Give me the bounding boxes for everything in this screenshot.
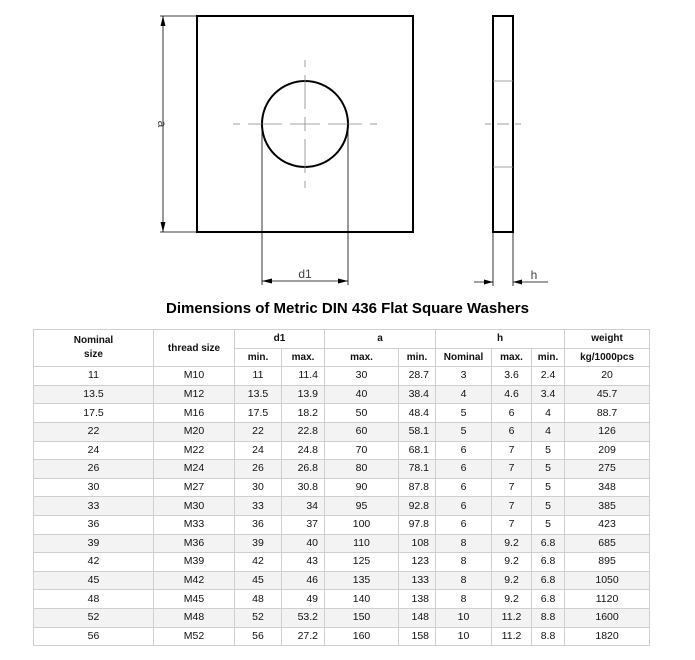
cell-d1-min: 45: [235, 571, 282, 590]
cell-h-min: 4: [532, 404, 565, 423]
cell-h-max: 9.2: [492, 553, 532, 572]
cell-d1-min: 36: [235, 515, 282, 534]
cell-d1-min: 30: [235, 478, 282, 497]
cell-h-min: 4: [532, 422, 565, 441]
dimension-d1-label: d1: [298, 267, 312, 281]
cell-d1-min: 48: [235, 590, 282, 609]
cell-a-max: 80: [325, 460, 399, 479]
cell-a-max: 135: [325, 571, 399, 590]
cell-nominal-size: 13.5: [34, 385, 154, 404]
cell-a-min: 38.4: [399, 385, 436, 404]
page-title: Dimensions of Metric DIN 436 Flat Square Washers: [166, 300, 529, 317]
cell-h-min: 5: [532, 515, 565, 534]
cell-a-max: 140: [325, 590, 399, 609]
cell-nominal-size: 11: [34, 367, 154, 386]
cell-d1-min: 52: [235, 608, 282, 627]
table-row: [34, 422, 650, 441]
cell-h-min: 5: [532, 441, 565, 460]
cell-d1-max: 43: [282, 553, 325, 572]
cell-h-min: 6.8: [532, 534, 565, 553]
cell-h-min: 8.8: [532, 608, 565, 627]
cell-a-min: 58.1: [399, 422, 436, 441]
cell-a-min: 87.8: [399, 478, 436, 497]
cell-d1-max: 53.2: [282, 608, 325, 627]
dimensions-table: [33, 329, 650, 646]
cell-h-max: 9.2: [492, 534, 532, 553]
header-h: h: [436, 330, 565, 349]
cell-a-min: 148: [399, 608, 436, 627]
cell-d1-min: 33: [235, 497, 282, 516]
cell-thread-size: M52: [154, 627, 235, 646]
cell-h-min: 5: [532, 478, 565, 497]
cell-a-max: 110: [325, 534, 399, 553]
cell-nominal-size: 45: [34, 571, 154, 590]
cell-h-min: 8.8: [532, 627, 565, 646]
cell-d1-max: 34: [282, 497, 325, 516]
cell-a-max: 160: [325, 627, 399, 646]
cell-d1-max: 49: [282, 590, 325, 609]
header-nominal-size: [34, 330, 154, 367]
cell-thread-size: M20: [154, 422, 235, 441]
header-d1-max: max.: [282, 348, 325, 367]
header-a-max: max.: [325, 348, 399, 367]
cell-h-nominal: 8: [436, 571, 492, 590]
cell-h-max: 9.2: [492, 571, 532, 590]
cell-h-nominal: 5: [436, 404, 492, 423]
cell-h-min: 5: [532, 497, 565, 516]
cell-a-max: 95: [325, 497, 399, 516]
cell-h-max: 6: [492, 404, 532, 423]
header-d1: d1: [235, 330, 325, 349]
header-weight: weight: [565, 330, 650, 349]
washer-technical-drawing: [0, 0, 695, 295]
header-a-min: min.: [399, 348, 436, 367]
cell-weight: 45.7: [565, 385, 650, 404]
cell-thread-size: M24: [154, 460, 235, 479]
table-row: [34, 590, 650, 609]
cell-a-min: 92.8: [399, 497, 436, 516]
cell-d1-max: 40: [282, 534, 325, 553]
cell-nominal-size: 33: [34, 497, 154, 516]
cell-nominal-size: 39: [34, 534, 154, 553]
table-row: [34, 497, 650, 516]
table-row: [34, 367, 650, 386]
cell-h-max: 6: [492, 422, 532, 441]
cell-h-nominal: 10: [436, 627, 492, 646]
cell-h-max: 3.6: [492, 367, 532, 386]
cell-d1-max: 37: [282, 515, 325, 534]
table-row: [34, 441, 650, 460]
cell-thread-size: M16: [154, 404, 235, 423]
cell-d1-max: 22.8: [282, 422, 325, 441]
cell-weight: 685: [565, 534, 650, 553]
table-row: [34, 478, 650, 497]
cell-weight: 209: [565, 441, 650, 460]
cell-d1-min: 24: [235, 441, 282, 460]
cell-h-nominal: 5: [436, 422, 492, 441]
table-row: [34, 571, 650, 590]
cell-a-min: 123: [399, 553, 436, 572]
cell-thread-size: M27: [154, 478, 235, 497]
cell-nominal-size: 17.5: [34, 404, 154, 423]
cell-a-max: 150: [325, 608, 399, 627]
cell-nominal-size: 22: [34, 422, 154, 441]
cell-a-max: 60: [325, 422, 399, 441]
cell-h-min: 6.8: [532, 553, 565, 572]
cell-h-nominal: 6: [436, 497, 492, 516]
cell-a-min: 68.1: [399, 441, 436, 460]
cell-h-nominal: 6: [436, 460, 492, 479]
cell-h-min: 2.4: [532, 367, 565, 386]
cell-a-min: 78.1: [399, 460, 436, 479]
cell-h-min: 3.4: [532, 385, 565, 404]
cell-a-min: 133: [399, 571, 436, 590]
cell-nominal-size: 30: [34, 478, 154, 497]
cell-a-max: 50: [325, 404, 399, 423]
cell-thread-size: M48: [154, 608, 235, 627]
cell-d1-max: 11.4: [282, 367, 325, 386]
cell-thread-size: M22: [154, 441, 235, 460]
cell-nominal-size: 26: [34, 460, 154, 479]
cell-h-nominal: 3: [436, 367, 492, 386]
header-h-nominal: Nominal: [436, 348, 492, 367]
cell-h-nominal: 6: [436, 478, 492, 497]
cell-d1-max: 18.2: [282, 404, 325, 423]
table-row: [34, 385, 650, 404]
cell-weight: 1820: [565, 627, 650, 646]
cell-a-max: 90: [325, 478, 399, 497]
cell-h-min: 5: [532, 460, 565, 479]
header-h-min: min.: [532, 348, 565, 367]
cell-d1-min: 17.5: [235, 404, 282, 423]
cell-a-min: 158: [399, 627, 436, 646]
cell-h-max: 7: [492, 497, 532, 516]
table-row: [34, 534, 650, 553]
cell-thread-size: M42: [154, 571, 235, 590]
table-row: [34, 627, 650, 646]
header-weight-unit: kg/1000pcs: [565, 348, 650, 367]
table-row: [34, 553, 650, 572]
cell-d1-min: 22: [235, 422, 282, 441]
cell-d1-min: 42: [235, 553, 282, 572]
cell-a-min: 138: [399, 590, 436, 609]
cell-weight: 1050: [565, 571, 650, 590]
cell-weight: 88.7: [565, 404, 650, 423]
table-row: [34, 404, 650, 423]
side-view-hole-lines: [485, 81, 521, 167]
cell-thread-size: M12: [154, 385, 235, 404]
cell-thread-size: M30: [154, 497, 235, 516]
cell-a-max: 70: [325, 441, 399, 460]
cell-weight: 423: [565, 515, 650, 534]
cell-a-max: 125: [325, 553, 399, 572]
cell-h-max: 7: [492, 478, 532, 497]
header-thread-size: thread size: [154, 330, 235, 367]
cell-thread-size: M36: [154, 534, 235, 553]
cell-weight: 895: [565, 553, 650, 572]
cell-weight: 385: [565, 497, 650, 516]
table-row: [34, 608, 650, 627]
cell-thread-size: M39: [154, 553, 235, 572]
cell-d1-max: 46: [282, 571, 325, 590]
header-a: a: [325, 330, 436, 349]
cell-h-max: 7: [492, 460, 532, 479]
header-nominal-size-label: Nominal size: [73, 335, 114, 361]
cell-weight: 126: [565, 422, 650, 441]
cell-a-max: 100: [325, 515, 399, 534]
cell-h-max: 7: [492, 515, 532, 534]
cell-a-min: 108: [399, 534, 436, 553]
cell-a-min: 97.8: [399, 515, 436, 534]
cell-nominal-size: 36: [34, 515, 154, 534]
cell-weight: 1600: [565, 608, 650, 627]
cell-d1-min: 39: [235, 534, 282, 553]
cell-d1-max: 24.8: [282, 441, 325, 460]
cell-nominal-size: 42: [34, 553, 154, 572]
cell-h-nominal: 4: [436, 385, 492, 404]
table-header-row-1: [34, 330, 650, 349]
cell-weight: 20: [565, 367, 650, 386]
cell-nominal-size: 56: [34, 627, 154, 646]
cell-d1-max: 13.9: [282, 385, 325, 404]
cell-d1-min: 26: [235, 460, 282, 479]
header-d1-min: min.: [235, 348, 282, 367]
cell-a-min: 48.4: [399, 404, 436, 423]
cell-d1-max: 26.8: [282, 460, 325, 479]
dimension-a-label: a: [155, 120, 169, 128]
cell-d1-min: 13.5: [235, 385, 282, 404]
cell-nominal-size: 48: [34, 590, 154, 609]
cell-weight: 275: [565, 460, 650, 479]
cell-h-max: 11.2: [492, 608, 532, 627]
cell-h-nominal: 8: [436, 534, 492, 553]
cell-thread-size: M45: [154, 590, 235, 609]
center-lines: [233, 60, 377, 188]
cell-d1-max: 30.8: [282, 478, 325, 497]
cell-h-nominal: 6: [436, 441, 492, 460]
cell-a-max: 40: [325, 385, 399, 404]
cell-thread-size: M33: [154, 515, 235, 534]
cell-a-max: 30: [325, 367, 399, 386]
cell-h-nominal: 6: [436, 515, 492, 534]
cell-thread-size: M10: [154, 367, 235, 386]
cell-d1-min: 56: [235, 627, 282, 646]
cell-weight: 348: [565, 478, 650, 497]
table-row: [34, 460, 650, 479]
cell-h-max: 9.2: [492, 590, 532, 609]
cell-h-min: 6.8: [532, 590, 565, 609]
cell-nominal-size: 24: [34, 441, 154, 460]
cell-h-min: 6.8: [532, 571, 565, 590]
cell-h-max: 11.2: [492, 627, 532, 646]
cell-h-nominal: 8: [436, 553, 492, 572]
cell-h-max: 4.6: [492, 385, 532, 404]
cell-d1-min: 11: [235, 367, 282, 386]
cell-nominal-size: 52: [34, 608, 154, 627]
cell-h-max: 7: [492, 441, 532, 460]
cell-a-min: 28.7: [399, 367, 436, 386]
cell-h-nominal: 8: [436, 590, 492, 609]
dimension-h-label: h: [530, 268, 538, 282]
cell-h-nominal: 10: [436, 608, 492, 627]
header-h-max: max.: [492, 348, 532, 367]
cell-d1-max: 27.2: [282, 627, 325, 646]
table-row: [34, 515, 650, 534]
table-body: [34, 367, 650, 646]
cell-weight: 1120: [565, 590, 650, 609]
